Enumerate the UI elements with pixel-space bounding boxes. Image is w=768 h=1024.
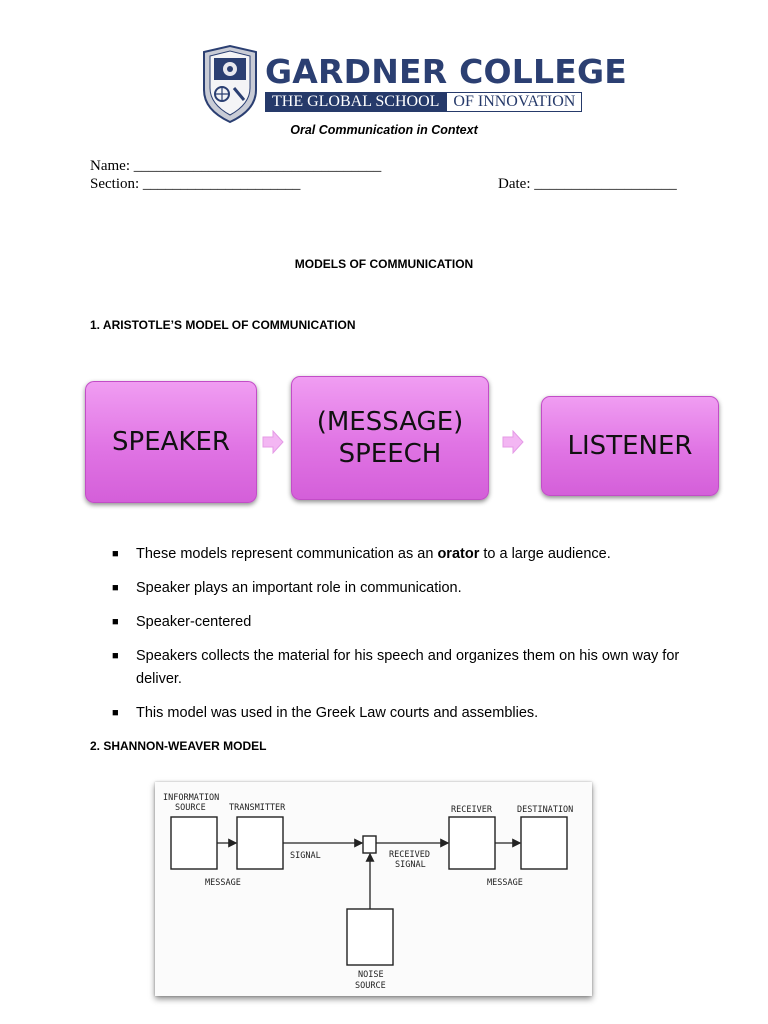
- name-field-line: Name: _________________________________: [90, 158, 382, 174]
- date-field-line: Date: ___________________: [498, 176, 677, 192]
- bullet-bold-text: orator: [437, 546, 480, 562]
- message-label: (MESSAGE): [316, 407, 464, 437]
- bullet-text: This model was used in the Greek Law courts and assemblies.: [136, 705, 539, 721]
- section-heading-aristotle: 1. ARISTOTLE’S MODEL OF COMMUNICATION: [90, 318, 356, 332]
- destination-box: [521, 817, 567, 869]
- bullet-text: These models represent communication as an: [136, 546, 438, 562]
- message-label-right: MESSAGE: [487, 878, 523, 888]
- bullet-text: to a large audience.: [479, 546, 611, 562]
- section-heading-shannon-weaver: 2. SHANNON-WEAVER MODEL: [90, 739, 267, 753]
- receiver-box: [449, 817, 495, 869]
- tagline-right: OF INNOVATION: [446, 92, 582, 112]
- square-bullet-icon: ■: [112, 582, 119, 594]
- signal-label: SIGNAL: [290, 851, 321, 861]
- college-tagline: [265, 92, 582, 112]
- right-arrow-icon: [502, 430, 524, 454]
- course-subtitle: Oral Communication in Context: [290, 123, 478, 137]
- speaker-box: [85, 381, 257, 503]
- listener-label: LISTENER: [567, 431, 693, 461]
- listener-box: [541, 396, 719, 496]
- info-source-label: INFORMATION: [163, 793, 220, 803]
- information-source-box: [171, 817, 217, 869]
- received-signal-label: RECEIVED: [389, 850, 430, 860]
- speaker-label: SPEAKER: [112, 427, 230, 457]
- noise-source-label: SOURCE: [355, 981, 386, 991]
- bullet-text: Speaker-centered: [136, 614, 252, 630]
- tagline-left: THE GLOBAL SCHOOL: [265, 92, 446, 112]
- square-bullet-icon: ■: [112, 548, 119, 560]
- speech-label: SPEECH: [338, 439, 442, 469]
- bullet-text: Speakers collects the material for his speech and organizes them on his own way for deliver.: [136, 648, 680, 687]
- destination-label: DESTINATION: [517, 805, 574, 815]
- college-name: GARDNER COLLEGE: [265, 52, 627, 91]
- receiver-label: RECEIVER: [451, 805, 492, 815]
- list-item: [112, 702, 692, 725]
- message-speech-box: [291, 376, 489, 500]
- college-logo-shield-icon: [200, 44, 260, 124]
- info-source-label: SOURCE: [175, 803, 206, 813]
- transmitter-label: TRANSMITTER: [229, 803, 286, 813]
- list-item: [112, 577, 692, 600]
- received-signal-label: SIGNAL: [395, 860, 426, 870]
- list-item: [112, 611, 692, 634]
- noise-channel-box: [363, 836, 376, 853]
- square-bullet-icon: ■: [112, 650, 119, 662]
- noise-source-box: [347, 909, 393, 965]
- message-label-left: MESSAGE: [205, 878, 241, 888]
- square-bullet-icon: ■: [112, 616, 119, 628]
- document-title: MODELS OF COMMUNICATION: [294, 257, 474, 271]
- list-item: [112, 645, 692, 691]
- aristotle-bullet-list: [112, 543, 692, 736]
- shannon-weaver-diagram: [155, 782, 592, 996]
- transmitter-box: [237, 817, 283, 869]
- noise-source-label: NOISE: [358, 970, 384, 980]
- square-bullet-icon: ■: [112, 707, 119, 719]
- list-item: [112, 543, 692, 566]
- right-arrow-icon: [262, 430, 284, 454]
- section-field-line: Section: _____________________: [90, 176, 301, 192]
- bullet-text: Speaker plays an important role in communication.: [136, 580, 462, 596]
